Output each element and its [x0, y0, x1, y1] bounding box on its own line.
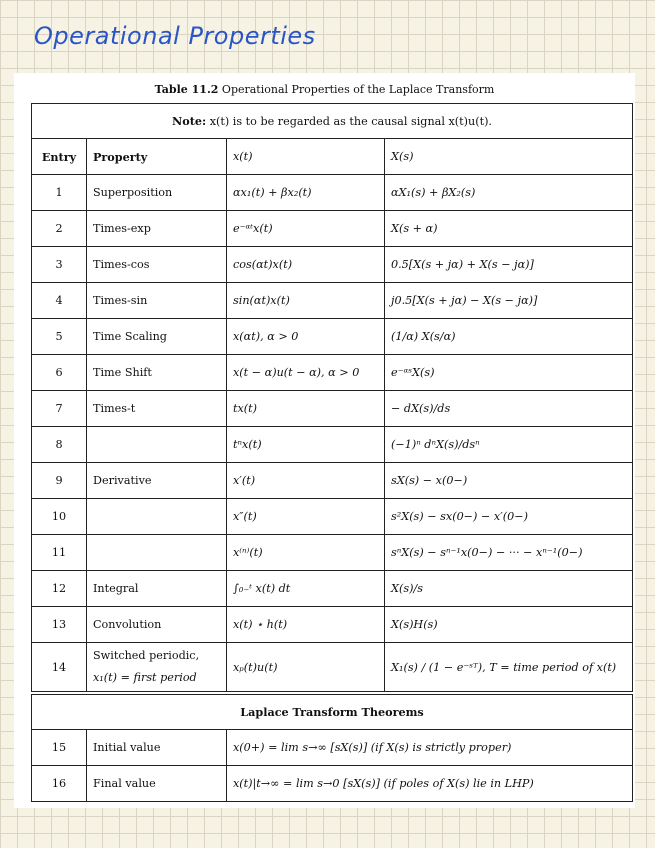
table-row [32, 730, 633, 766]
table-row [32, 355, 633, 391]
table-row [32, 571, 633, 607]
row-xt: xₚ(t)u(t) [227, 643, 385, 692]
document-page [14, 73, 635, 808]
row-property: Initial value [87, 730, 227, 766]
row-xs: e⁻ᵅˢX(s) [385, 355, 633, 391]
row-property: Integral [87, 571, 227, 607]
row-xs: X(s + α) [385, 211, 633, 247]
row-xt: x(t − α)u(t − α), α > 0 [227, 355, 385, 391]
theorems-title: Laplace Transform Theorems [32, 695, 633, 730]
handwritten-title: Operational Properties [34, 22, 316, 50]
table-row [32, 427, 633, 463]
table-row [32, 463, 633, 499]
row-property [87, 499, 227, 535]
row-xs: (−1)ⁿ dⁿX(s)/dsⁿ [385, 427, 633, 463]
row-property: Convolution [87, 607, 227, 643]
row-entry: 9 [32, 463, 87, 499]
row-xt: cos(αt)x(t) [227, 247, 385, 283]
row-property: Final value [87, 766, 227, 802]
row-property: Times-sin [87, 283, 227, 319]
row14-property-line1: Switched periodic, [93, 649, 200, 662]
row-entry: 1 [32, 175, 87, 211]
table-row [32, 535, 633, 571]
table-row [32, 175, 633, 211]
row-entry: 2 [32, 211, 87, 247]
header-xt: x(t) [227, 139, 385, 175]
row-property: Derivative [87, 463, 227, 499]
row-xs: j0.5[X(s + jα) − X(s − jα)] [385, 283, 633, 319]
row-xt: tⁿx(t) [227, 427, 385, 463]
row-xt: x″(t) [227, 499, 385, 535]
header-xs: X(s) [385, 139, 633, 175]
row-xs: X₁(s) / (1 − e⁻ˢᵀ), T = time period of x(t) [385, 643, 633, 692]
row-entry: 13 [32, 607, 87, 643]
row-xs: s²X(s) − sx(0−) − x′(0−) [385, 499, 633, 535]
row-property [87, 535, 227, 571]
caption-text: Operational Properties of the Laplace Transform [221, 83, 495, 96]
row-property: Time Scaling [87, 319, 227, 355]
table-row [32, 391, 633, 427]
row-formula: x(t)|t→∞ = lim s→0 [sX(s)] (if poles of X(s) lie in LHP) [227, 766, 633, 802]
row-property: Times-cos [87, 247, 227, 283]
row-entry: 14 [32, 643, 87, 692]
row-xt: x′(t) [227, 463, 385, 499]
row-entry: 11 [32, 535, 87, 571]
row14-property-line2: x₁(t) = first period [93, 671, 197, 684]
row-xt: e⁻ᵅᵗx(t) [227, 211, 385, 247]
row-xt: tx(t) [227, 391, 385, 427]
header-property: Property [87, 139, 227, 175]
row-xs: αX₁(s) + βX₂(s) [385, 175, 633, 211]
table-row [32, 283, 633, 319]
row-entry: 4 [32, 283, 87, 319]
header-entry: Entry [32, 139, 87, 175]
row-xt: ∫₀₋ᵗ x(t) dt [227, 571, 385, 607]
table-row [32, 607, 633, 643]
row-xt: x(αt), α > 0 [227, 319, 385, 355]
row-property: Time Shift [87, 355, 227, 391]
row-property: Superposition [87, 175, 227, 211]
table-row [32, 766, 633, 802]
table-note [32, 104, 633, 139]
row-entry: 7 [32, 391, 87, 427]
table-row [32, 643, 633, 692]
row-xs: 0.5[X(s + jα) + X(s − jα)] [385, 247, 633, 283]
row-xs: sX(s) − x(0−) [385, 463, 633, 499]
row-xt: αx₁(t) + βx₂(t) [227, 175, 385, 211]
row-entry: 12 [32, 571, 87, 607]
note-label: Note: [172, 114, 207, 128]
row-property [87, 643, 227, 692]
row-entry: 15 [32, 730, 87, 766]
row-property: Times-exp [87, 211, 227, 247]
caption-label: Table 11.2 [154, 83, 219, 96]
operational-properties-table [31, 103, 633, 802]
row-entry: 16 [32, 766, 87, 802]
table-row [32, 499, 633, 535]
table-row [32, 247, 633, 283]
table-body [32, 175, 633, 643]
table-caption [14, 83, 635, 96]
row-xs: X(s)H(s) [385, 607, 633, 643]
note-text: x(t) is to be regarded as the causal signal x(t)u(t). [209, 115, 492, 128]
row-formula: x(0+) = lim s→∞ [sX(s)] (if X(s) is strictly proper) [227, 730, 633, 766]
header-row [32, 139, 633, 175]
table-row [32, 319, 633, 355]
row-property [87, 427, 227, 463]
row-property: Times-t [87, 391, 227, 427]
row-entry: 3 [32, 247, 87, 283]
row-entry: 6 [32, 355, 87, 391]
row-xt: x⁽ⁿ⁾(t) [227, 535, 385, 571]
row-entry: 10 [32, 499, 87, 535]
row-xs: − dX(s)/ds [385, 391, 633, 427]
row-xt: x(t) ⋆ h(t) [227, 607, 385, 643]
table-row [32, 211, 633, 247]
row-entry: 5 [32, 319, 87, 355]
row-xs: sⁿX(s) − sⁿ⁻¹x(0−) − ··· − xⁿ⁻¹(0−) [385, 535, 633, 571]
row-entry: 8 [32, 427, 87, 463]
row-xt: sin(αt)x(t) [227, 283, 385, 319]
row-xs: (1/α) X(s/α) [385, 319, 633, 355]
row-xs: X(s)/s [385, 571, 633, 607]
